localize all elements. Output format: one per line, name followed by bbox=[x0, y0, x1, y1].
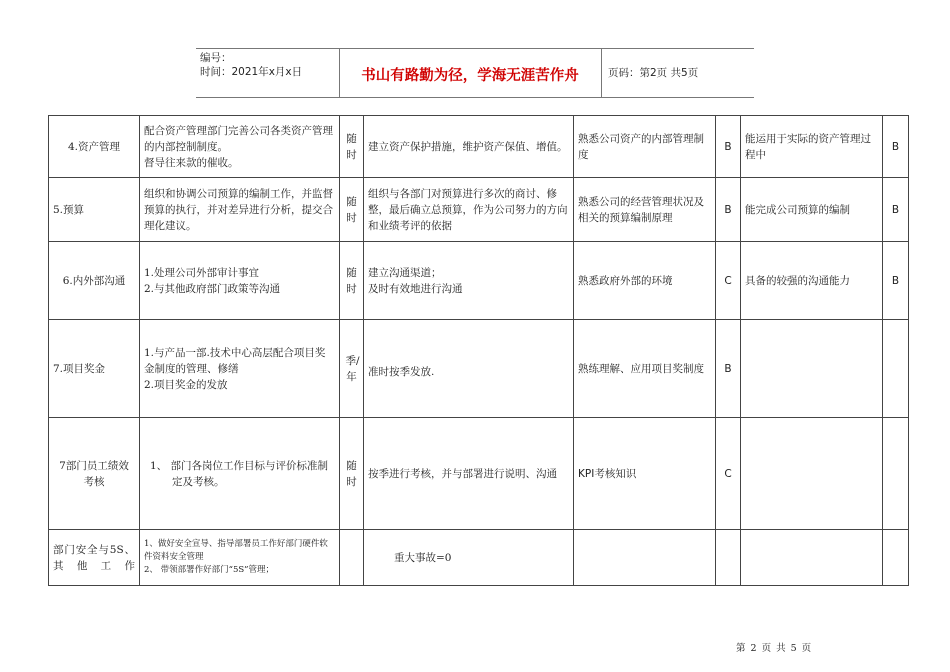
page-footer: 第 2 页 共 5 页 bbox=[736, 643, 813, 654]
row-standard: 组织与各部门对预算进行多次的商讨、修整，最后确立总预算，作为公司努力的方向和业绩考评的依据 bbox=[364, 178, 574, 242]
table-row bbox=[49, 178, 909, 242]
row-name: 部门安全与5S、其他工作 bbox=[49, 530, 140, 586]
row-knowledge: 熟练理解、应用项目奖制度 bbox=[574, 320, 716, 418]
row-frequency: 随时 bbox=[340, 116, 364, 178]
header-motto: 书山有路勤为径，学海无涯苦作舟 bbox=[361, 68, 579, 84]
row-duties bbox=[140, 418, 340, 530]
row-knowledge: KPI考核知识 bbox=[574, 418, 716, 530]
row-frequency: 随时 bbox=[340, 418, 364, 530]
duty-line: 配合资产管理部门完善公司各类资产管理的内部控制制度。 bbox=[144, 124, 333, 153]
row-knowledge-level: C bbox=[716, 242, 741, 320]
duty-line: 督导往来款的催收。 bbox=[144, 156, 239, 169]
row-ability-level: B bbox=[883, 178, 909, 242]
duty-line: 1.与产品一部.技术中心高层配合项目奖金制度的管理、修缮 bbox=[144, 346, 326, 375]
row-ability bbox=[741, 418, 883, 530]
row-name: 4.资产管理 bbox=[49, 116, 140, 178]
row-knowledge-level: B bbox=[716, 320, 741, 418]
number-label: 编号： bbox=[200, 52, 232, 64]
row-duties bbox=[140, 530, 340, 586]
row-ability-level bbox=[883, 320, 909, 418]
row-duties bbox=[140, 320, 340, 418]
row-ability-level bbox=[883, 530, 909, 586]
row-duties bbox=[140, 178, 340, 242]
row-ability: 能运用于实际的资产管理过程中 bbox=[741, 116, 883, 178]
duty-line: 1.处理公司外部审计事宜 bbox=[144, 266, 260, 279]
row-frequency: 季/年 bbox=[340, 320, 364, 418]
row-ability: 能完成公司预算的编制 bbox=[741, 178, 883, 242]
row-knowledge bbox=[574, 530, 716, 586]
duty-line: 组织和协调公司预算的编制工作，并监督预算的执行，并对差异进行分析，提交合理化建议。 bbox=[144, 187, 333, 232]
row-name: 7部门员工绩效考核 bbox=[49, 418, 140, 530]
row-standard: 准时按季发放. bbox=[364, 320, 574, 418]
row-ability-level: B bbox=[883, 116, 909, 178]
row-ability: 具备的较强的沟通能力 bbox=[741, 242, 883, 320]
row-duties bbox=[140, 116, 340, 178]
row-frequency bbox=[340, 530, 364, 586]
row-knowledge-level: C bbox=[716, 418, 741, 530]
duties-table bbox=[48, 115, 909, 586]
duty-line: 1、做好安全宣导、指导部署员工作好部门硬件软件资料安全管理 bbox=[144, 539, 328, 562]
header-page-number: 页码：第2页 共5页 bbox=[608, 67, 699, 79]
row-frequency: 随时 bbox=[340, 178, 364, 242]
row-standard: 建立资产保护措施，维护资产保值、增值。 bbox=[364, 116, 574, 178]
row-duties bbox=[140, 242, 340, 320]
row-standard: 重大事故=0 bbox=[364, 530, 574, 586]
header-info bbox=[200, 51, 302, 79]
header-divider bbox=[601, 49, 602, 97]
row-name: 7.项目奖金 bbox=[49, 320, 140, 418]
row-ability-level: B bbox=[883, 242, 909, 320]
page-header bbox=[196, 48, 754, 98]
row-knowledge-level: B bbox=[716, 116, 741, 178]
row-standard: 按季进行考核，并与部署进行说明、沟通 bbox=[364, 418, 574, 530]
row-ability bbox=[741, 530, 883, 586]
row-knowledge: 熟悉政府外部的环境 bbox=[574, 242, 716, 320]
table-row bbox=[49, 530, 909, 586]
table-row bbox=[49, 116, 909, 178]
duty-line: 2.与其他政府部门政策等沟通 bbox=[144, 282, 281, 295]
row-knowledge: 熟悉公司资产的内部管理制度 bbox=[574, 116, 716, 178]
row-standard: 建立沟通渠道； 及时有效地进行沟通 bbox=[364, 242, 574, 320]
row-knowledge: 熟悉公司的经营管理状况及相关的预算编制原理 bbox=[574, 178, 716, 242]
row-ability bbox=[741, 320, 883, 418]
row-knowledge-level bbox=[716, 530, 741, 586]
duty-line: 2.项目奖金的发放 bbox=[144, 378, 228, 391]
table-row bbox=[49, 320, 909, 418]
row-knowledge-level: B bbox=[716, 178, 741, 242]
row-ability-level bbox=[883, 418, 909, 530]
duty-line: 1、 部门各岗位工作目标与评价标准制定及考核。 bbox=[150, 459, 329, 488]
table-row bbox=[49, 242, 909, 320]
duty-line: 2、 带领部署作好部门“5S”管理； bbox=[144, 565, 275, 575]
row-name: 5.预算 bbox=[49, 178, 140, 242]
row-name: 6.内外部沟通 bbox=[49, 242, 140, 320]
table-row bbox=[49, 418, 909, 530]
time-label: 时间：2021年x月x日 bbox=[200, 66, 303, 78]
row-frequency: 随时 bbox=[340, 242, 364, 320]
